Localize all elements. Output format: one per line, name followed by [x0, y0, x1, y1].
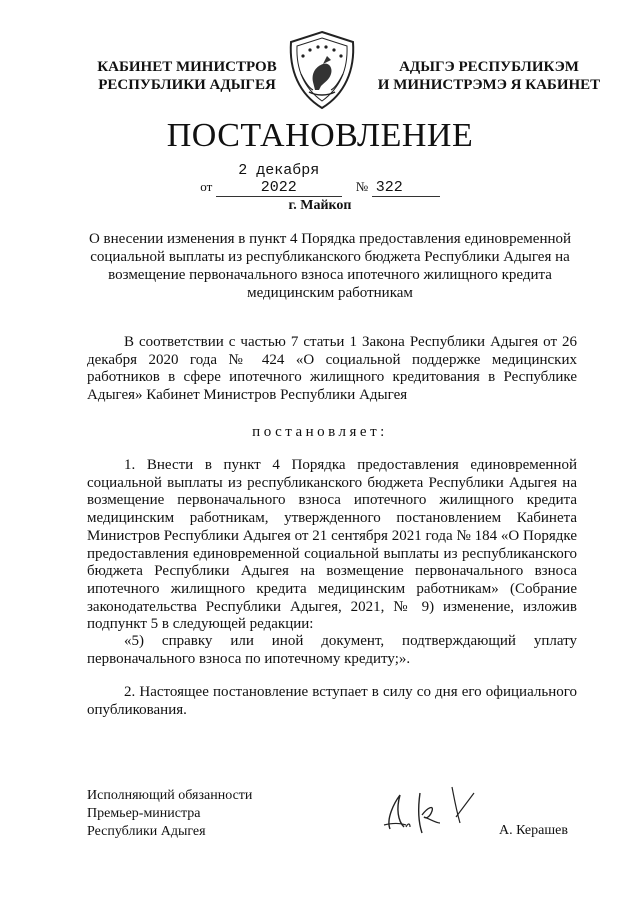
header-left-line2: РЕСПУБЛИКИ АДЫГЕЯ	[98, 77, 276, 93]
number-prefix: №	[355, 179, 369, 194]
item-1-quote: «5) справку или иной документ, подтверждающий уплату первоначального взноса по ипотечному кредиту;».	[87, 633, 577, 667]
date-prefix: от	[200, 179, 213, 194]
coat-of-arms-icon	[283, 30, 361, 110]
city: г. Майкоп	[288, 198, 352, 213]
document-number: 322	[372, 179, 440, 197]
header-right-org-name	[364, 58, 614, 94]
header-right-line1: АДЫГЭ РЕСПУБЛИКЭМ	[399, 59, 579, 75]
item-1-paragraph: 1. Внести в пункт 4 Порядка предоставления единовременной социальной выплаты из республиканского бюджета Республики Адыгея на возмещение первоначального взноса ипотечного жилищного кредита медицинским работникам, утвержденного постановлением Кабинета Министров Республики Адыгея от 21 сентября 2021 года № 184 «О Порядке предоставления единовременной социальной выплаты из республиканского бюджета Республики Адыгея на возмещение первоначального взноса ипотечного жилищного кредита медицинским работникам» (Собрание законодательства Республики Адыгея, 2021, № 9) изменение, изложив подпункт 5 в следующей редакции:	[87, 457, 577, 633]
signatory-title-line1: Исполняющий обязанности	[87, 788, 253, 803]
signatory-title-line3: Республики Адыгея	[87, 824, 206, 839]
header-right-line2: И МИНИСТРЭМЭ Я КАБИНЕТ	[377, 77, 601, 93]
item-2-paragraph: 2. Настоящее постановление вступает в силу со дня его официального опубликования.	[87, 684, 577, 718]
document-title: ПОСТАНОВЛЕНИЕ	[166, 117, 474, 154]
resolves-heading: постановляет:	[252, 424, 388, 440]
signatory-title-line2: Премьер-министра	[87, 806, 201, 821]
document-date: 2 декабря 2022	[216, 162, 342, 197]
date-number-line	[0, 162, 640, 196]
signatory-title	[87, 787, 252, 841]
signatory-name: А. Керашев	[499, 823, 568, 838]
preamble-paragraph: В соответствии с частью 7 статьи 1 Закона Республики Адыгея от 26 декабря 2020 года № 424 «О социальной поддержке медицинских работников в сфере ипотечного жилищного кредитования в Республике Адыгея» Кабинет Министров Республики Адыгея	[87, 334, 577, 404]
handwritten-signature	[370, 773, 480, 843]
document-subject: О внесении изменения в пункт 4 Порядка предоставления единовременной социальной выплаты из республиканского бюджета Республики Адыгея на возмещение первоначального взноса ипотечного жилищного кредита медицинским работникам	[88, 231, 572, 301]
header-left-line1: КАБИНЕТ МИНИСТРОВ	[97, 59, 277, 75]
header-left-org-name	[96, 58, 278, 94]
